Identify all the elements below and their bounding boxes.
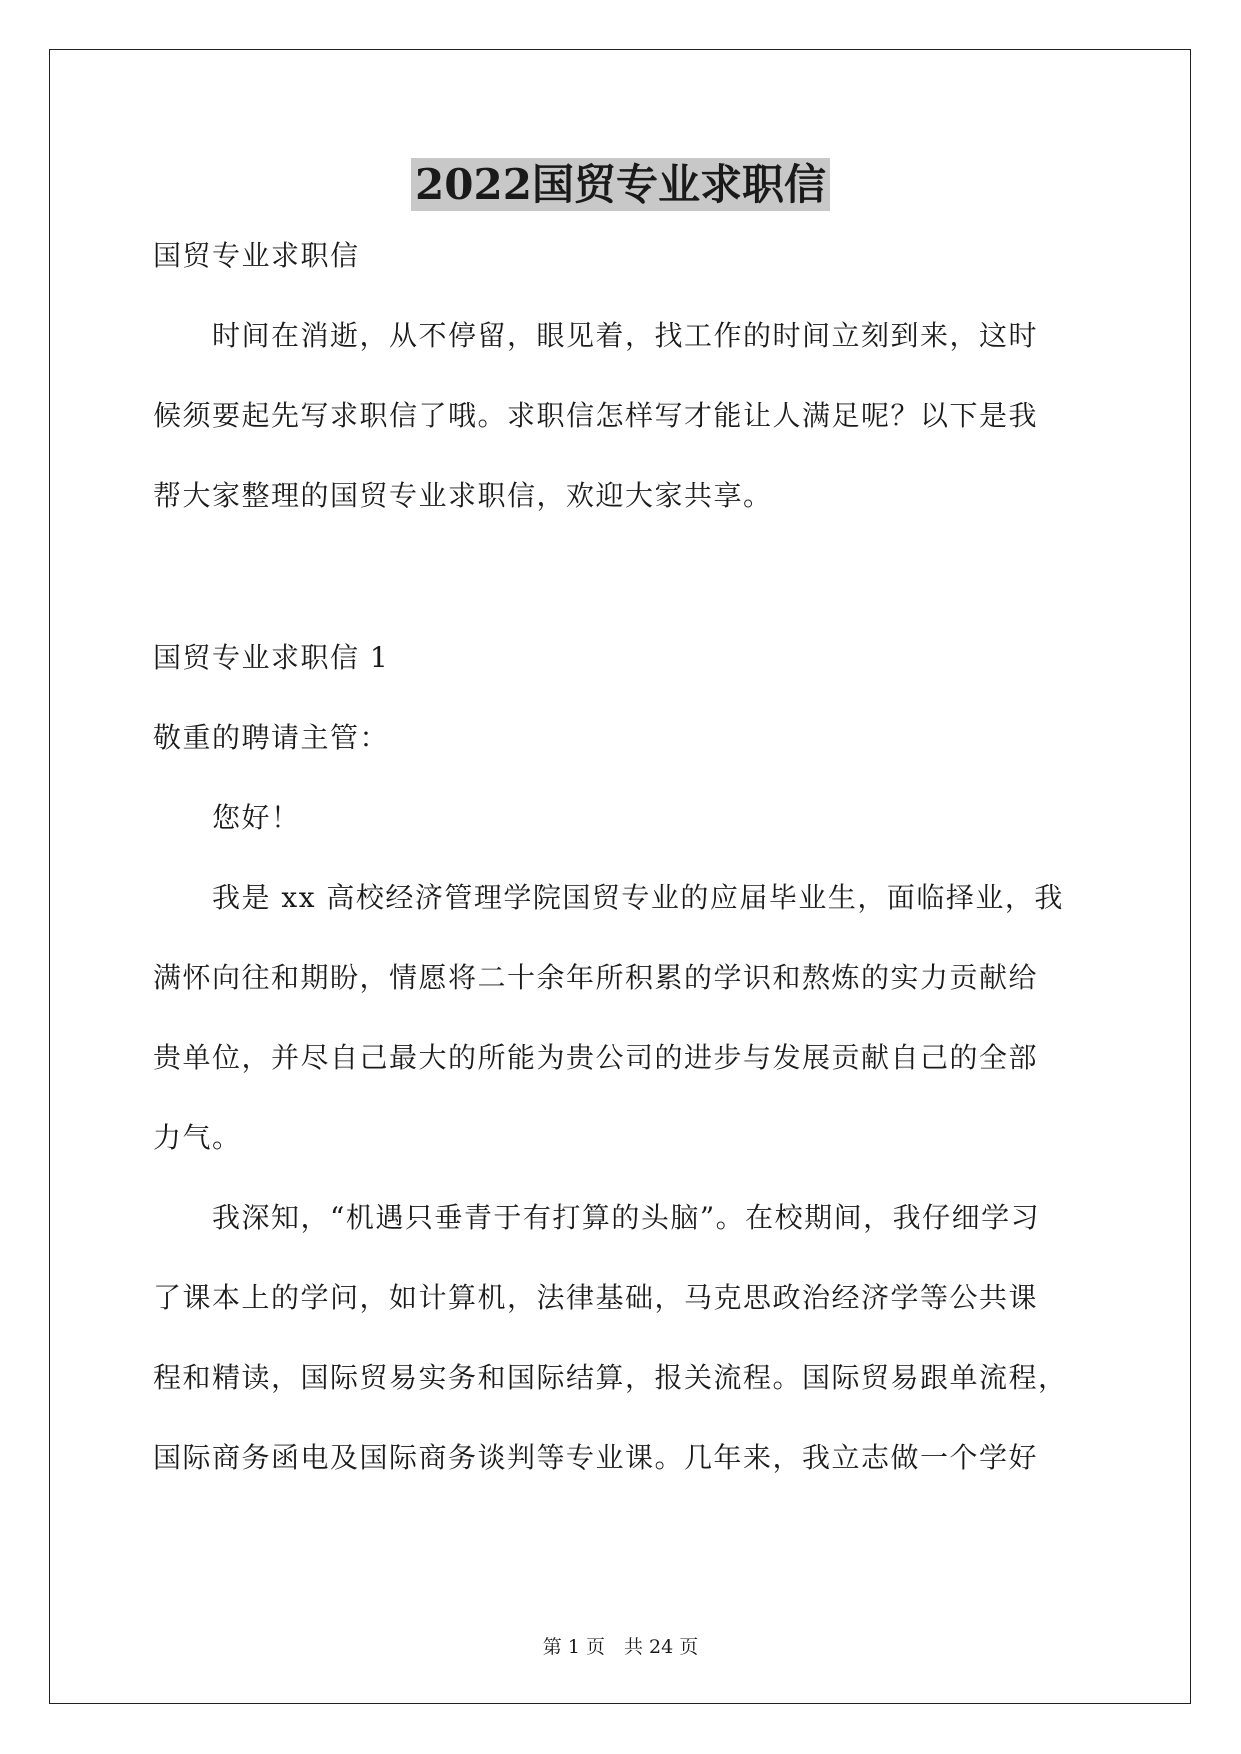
document-title-text: 2022国贸专业求职信 [411,158,830,211]
page-footer: 第 1 页 共 24 页 [542,1636,699,1658]
text-line-10: 贵单位，并尽自己最大的所能为贵公司的进步与发展贡献自己的全部 [153,1041,1039,1074]
text-line-9: 满怀向往和期盼，情愿将二十余年所积累的学识和熬炼的实力贡献给 [153,961,1039,994]
text-line-8: 我是 xx 高校经济管理学院国贸专业的应届毕业生，面临择业，我 [153,881,1064,914]
text-line-5: 国贸专业求职信 1 [153,641,390,674]
text-line-2: 时间在消逝，从不停留，眼见着，找工作的时间立刻到来，这时 [153,319,1039,352]
text-line-6: 敬重的聘请主管： [153,721,390,754]
text-line-14: 程和精读，国际贸易实务和国际结算，报关流程。国际贸易跟单流程， [153,1361,1068,1394]
document-title [0,156,1241,214]
text-line-4: 帮大家整理的国贸专业求职信，欢迎大家共享。 [153,479,773,512]
text-line-11: 力气。 [153,1121,242,1154]
text-line-15: 国际商务函电及国际商务谈判等专业课。几年来，我立志做一个学好 [153,1441,1039,1474]
text-line-13: 了课本上的学问，如计算机，法律基础，马克思政治经济学等公共课 [153,1281,1039,1314]
text-line-12: 我深知，“机遇只垂青于有打算的头脑”。在校期间，我仔细学习 [153,1201,1041,1234]
text-line-1: 国贸专业求职信 [153,239,360,272]
text-line-3: 候须要起先写求职信了哦。求职信怎样写才能让人满足呢？以下是我 [153,399,1039,432]
text-line-7: 您好！ [153,801,301,834]
